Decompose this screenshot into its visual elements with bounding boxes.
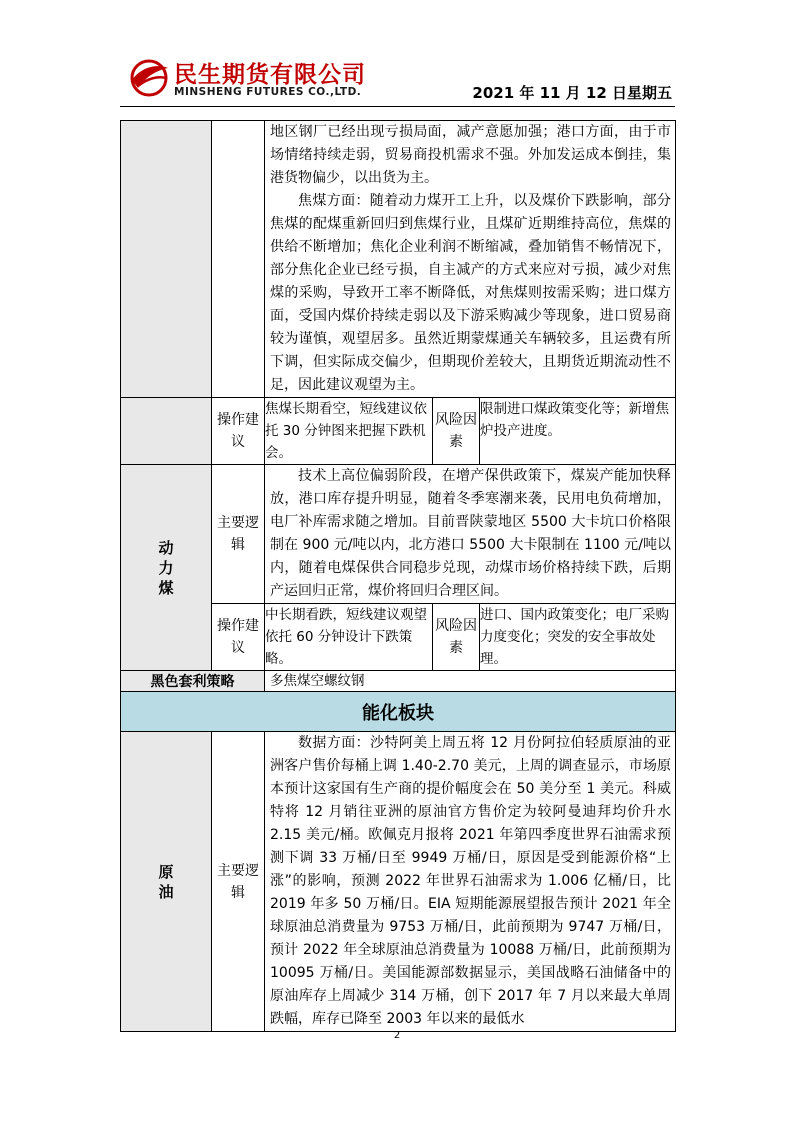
coke-op-row — [121, 398, 676, 465]
thermal-op-label: 操作建议 — [212, 604, 265, 671]
thermal-logic-cell — [265, 465, 676, 604]
company-name-en: MINSHENG FUTURES CO.,LTD. — [174, 86, 362, 98]
crude-logic-row — [121, 732, 676, 1032]
coke-logic-label-cell — [212, 121, 265, 398]
arbitrage-text: 多焦煤空螺纹钢 — [265, 671, 676, 692]
thermal-logic-row — [121, 465, 676, 604]
crude-logic-text: 数据方面：沙特阿美上周五将 12 月份阿拉伯轻质原油的亚洲客户售价每桶上调 1.40-2.70 美元，上周的调查显示，市场原本预计这家国有生产商的提价幅度会在 50 美分至 1 美元。科威特将 12 月销往亚洲的原油官方售价定为较阿曼迪拜均价升水 2.15 美元/桶。欧佩克月报将 2021 年第四季度世界石油需求预测下调 33 万桶/日至 9949 万桶/日，原因是受到能源价格“上涨”的影响，预测 2022 年世界石油需求为 1.006 亿桶/日，比 2019 年多 50 万桶/日。EIA 短期能源展望报告预计 2021 年全球原油总消费量为 9753 万桶/日，此前预期为 9747 万桶/日，预计 2022 年全球原油总消费量为 10088 万桶/日，此前预期为 10095 万桶/日。美国能源部数据显示，美国战略石油储备中的原油库存上周减少 314 万桶，创下 2017 年 7 月以来最大单周跌幅，库存已降至 2003 年以来的最低水 — [270, 735, 671, 1027]
page-header — [0, 0, 794, 108]
company-logo-icon — [128, 56, 170, 98]
energy-section-row — [121, 692, 676, 732]
company-name-cn: 民生期货有限公司 — [174, 62, 366, 88]
report-table — [120, 120, 676, 1032]
coke-op-label: 操作建议 — [212, 398, 265, 465]
coke-op-text: 焦煤长期看空，短线建议依托 30 分钟图来把握下跌机会。 — [265, 398, 433, 465]
arbitrage-label: 黑色套利策略 — [121, 671, 265, 692]
coke-logic-cell — [265, 121, 676, 398]
energy-section-title: 能化板块 — [121, 692, 676, 732]
report-date: 2021 年 11 月 12 日星期五 — [472, 84, 672, 102]
header-divider — [120, 106, 675, 107]
thermal-logic-label: 主要逻辑 — [212, 465, 265, 604]
crude-logic-cell — [265, 732, 676, 1032]
thermal-risk-text: 进口、国内政策变化；电厂采购力度变化；突发的安全事故处理。 — [480, 604, 676, 671]
page-number: 2 — [393, 1030, 401, 1041]
arbitrage-row — [121, 671, 676, 692]
company-logo — [128, 56, 366, 104]
crude-logic-label: 主要逻辑 — [212, 732, 265, 1032]
coke-logic-paragraph-1: 地区钢厂已经出现亏损局面，减产意愿加强；港口方面，由于市场情绪持续走弱，贸易商投机需求不强。外加发运成本倒挂，集港货物偏少，以出货为主。 — [270, 124, 671, 186]
thermal-op-text: 中长期看跌，短线建议观望依托 60 分钟设计下跌策略。 — [265, 604, 433, 671]
crude-category: 原油 — [121, 732, 212, 1032]
thermal-coal-category: 动力煤 — [121, 465, 212, 671]
thermal-risk-label: 风险因素 — [433, 604, 480, 671]
coke-risk-label: 风险因素 — [433, 398, 480, 465]
coke-logic-row — [121, 121, 676, 398]
coke-category-cell — [121, 121, 212, 398]
coke-logic-paragraph-2: 焦煤方面：随着动力煤开工上升，以及煤价下跌影响，部分焦煤的配煤重新回归到焦煤行业，且煤矿近期维持高位，焦煤的供给不断增加；焦化企业利润不断缩减，叠加销售不畅情况下，部分焦化企业已经亏损，自主减产的方式来应对亏损，减少对焦煤的采购，导致开工率不断降低，对焦煤则按需采购；进口煤方面，受国内煤价持续走弱以及下游采购减少等现象，进口贸易商较为谨慎，观望居多。虽然近期蒙煤通关车辆较多，且运费有所下调，但实际成交偏少，但期现价差较大，且期货近期流动性不足，因此建议观望为主。 — [270, 193, 671, 393]
coke-risk-text: 限制进口煤政策变化等；新增焦炉投产进度。 — [480, 398, 676, 465]
thermal-logic-text: 技术上高位偏弱阶段，在增产保供政策下，煤炭产能加快释放，港口库存提升明显，随着冬季寒潮来袭，民用电负荷增加，电厂补库需求随之增加。目前晋陕蒙地区 5500 大卡坑口价格限制在 900 元/吨以内，北方港口 5500 大卡限制在 1100 元/吨以内，随着电煤保供合同稳步兑现，动煤市场价格持续下跌，后期产运回归正常，煤价将回归合理区间。 — [270, 468, 671, 599]
